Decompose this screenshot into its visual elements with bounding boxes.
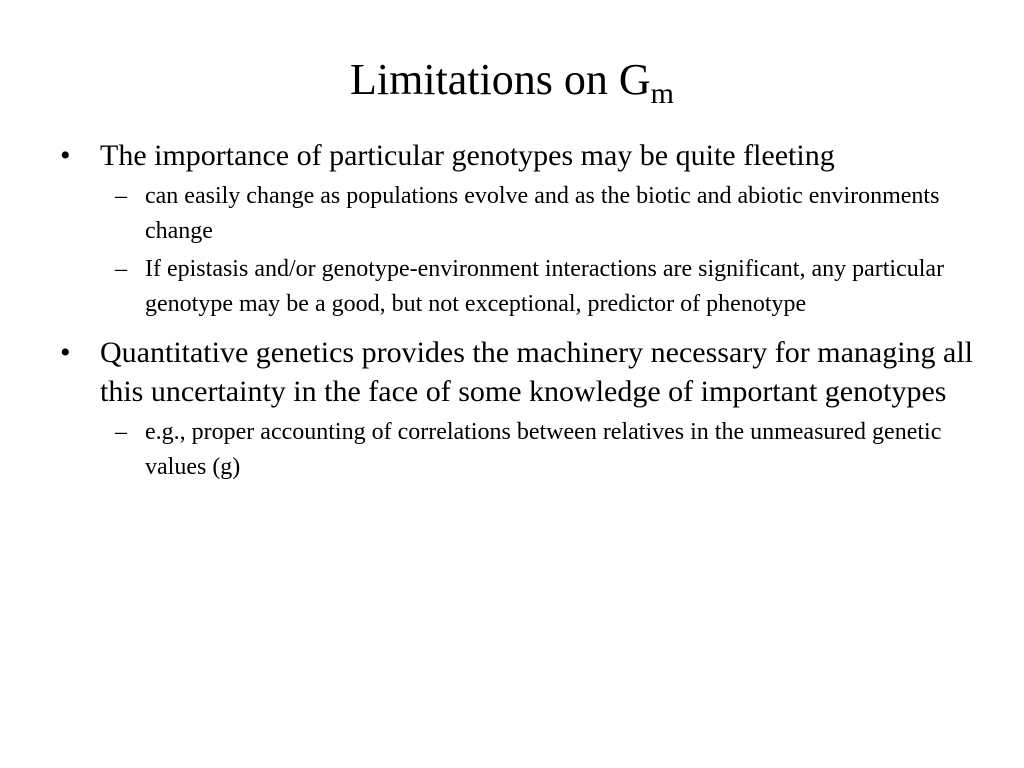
- sub-bullet-item: [105, 415, 980, 485]
- bullet-text: The importance of particular genotypes may be quite fleeting: [100, 139, 835, 172]
- sub-bullet-marker: –: [115, 419, 127, 445]
- slide-title-subscript: m: [650, 77, 674, 110]
- sub-bullet-text: can easily change as populations evolve and as the biotic and abiotic environments change: [145, 183, 940, 244]
- bullet-marker: •: [60, 336, 71, 369]
- slide-title-text: Limitations on G: [350, 55, 651, 104]
- sub-bullet-marker: –: [115, 183, 127, 209]
- bullet-marker: •: [60, 139, 71, 172]
- sub-bullet-text: If epistasis and/or genotype-environment interactions are significant, any particular genotype may be a good, but not exceptional, predictor of phenotype: [145, 256, 945, 317]
- bullet-item: [60, 333, 980, 411]
- sub-bullet-item: [105, 179, 980, 249]
- sub-bullet-text: e.g., proper accounting of correlations between relatives in the unmeasured genetic values (g): [145, 419, 942, 480]
- bullet-text: Quantitative genetics provides the machinery necessary for managing all this uncertainty in the face of some knowledge of important genotypes: [100, 336, 974, 408]
- sub-bullet-item: [105, 252, 980, 322]
- slide-body: [60, 136, 980, 488]
- slide-title: [0, 52, 1024, 108]
- bullet-item: [60, 136, 980, 175]
- sub-bullet-marker: –: [115, 256, 127, 282]
